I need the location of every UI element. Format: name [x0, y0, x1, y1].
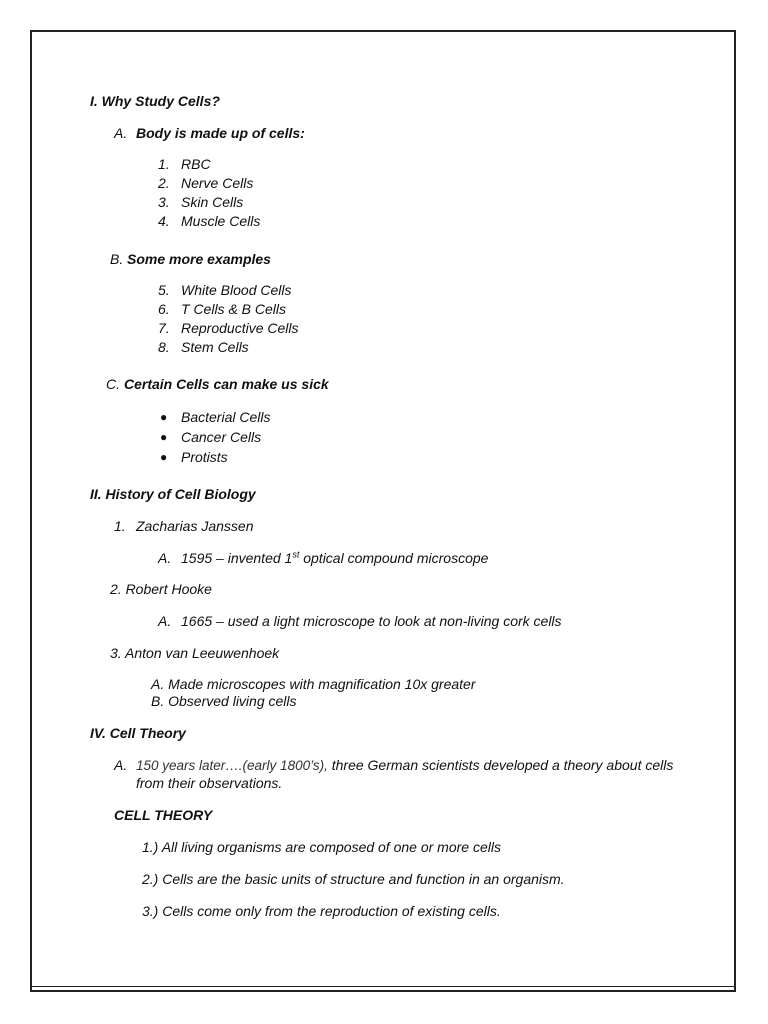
section-1b-label: B.	[110, 251, 124, 267]
section-1a-label: A.	[114, 125, 128, 141]
bullet-dot-icon: ●	[160, 410, 168, 424]
section-1-title: I. Why Study Cells?	[90, 93, 220, 109]
bullet-dot-icon: ●	[160, 450, 168, 464]
fact-text	[181, 549, 488, 567]
list-item-number: 4.	[158, 213, 170, 229]
section-4a-text-part: three German scientists developed a theory about cells	[327, 757, 674, 773]
list-item-number: 8.	[158, 339, 170, 355]
list-item: Muscle Cells	[181, 213, 261, 229]
section-1b-heading: Some more examples	[127, 251, 271, 267]
section-4-title: IV. Cell Theory	[90, 725, 186, 741]
list-item: Skin Cells	[181, 194, 244, 210]
fact-text: B. Observed living cells	[151, 693, 297, 709]
section-1a-heading: Body is made up of cells:	[136, 125, 305, 141]
section-4a-text-part: 150 years later….(early 1800’s),	[136, 758, 328, 773]
cell-theory-point: 3.) Cells come only from the reproduction of existing cells.	[142, 903, 501, 919]
fact-label: A.	[158, 550, 172, 566]
page-border-inner-line	[32, 986, 734, 987]
fact-text: 1665 – used a light microscope to look at non-living cork cells	[181, 613, 562, 629]
cell-theory-heading: CELL THEORY	[114, 807, 213, 823]
bullet-item: Bacterial Cells	[181, 409, 271, 425]
list-item-number: 3.	[158, 194, 170, 210]
person-name: Zacharias Janssen	[136, 518, 254, 534]
superscript: st	[292, 549, 300, 560]
person-name: 2. Robert Hooke	[110, 581, 212, 597]
list-item-number: 5.	[158, 282, 170, 298]
list-item: Reproductive Cells	[181, 320, 299, 336]
list-item: RBC	[181, 156, 211, 172]
list-item: Stem Cells	[181, 339, 249, 355]
fact-text: A. Made microscopes with magnification 10x greater	[151, 676, 476, 692]
section-1c-label: C.	[106, 376, 120, 392]
fact-text-part: 1595 – invented 1	[181, 550, 293, 566]
section-4a-text-line2: from their observations.	[136, 775, 283, 791]
cell-theory-point: 1.) All living organisms are composed of one or more cells	[142, 839, 501, 855]
fact-label: A.	[158, 613, 172, 629]
fact-text-part: optical compound microscope	[299, 550, 489, 566]
list-item: T Cells & B Cells	[181, 301, 287, 317]
section-4a-text	[136, 756, 673, 775]
person-number: 1.	[114, 518, 126, 534]
bullet-item: Cancer Cells	[181, 429, 262, 445]
section-2-title: II. History of Cell Biology	[90, 486, 256, 502]
section-4a-label: A.	[114, 757, 128, 773]
person-name: 3. Anton van Leeuwenhoek	[110, 645, 280, 661]
list-item-number: 2.	[158, 175, 170, 191]
list-item: White Blood Cells	[181, 282, 292, 298]
section-1c-heading: Certain Cells can make us sick	[124, 376, 329, 392]
list-item: Nerve Cells	[181, 175, 254, 191]
list-item-number: 1.	[158, 156, 170, 172]
bullet-item: Protists	[181, 449, 228, 465]
bullet-dot-icon: ●	[160, 430, 168, 444]
list-item-number: 7.	[158, 320, 170, 336]
list-item-number: 6.	[158, 301, 170, 317]
cell-theory-point: 2.) Cells are the basic units of structure and function in an organism.	[142, 871, 565, 887]
